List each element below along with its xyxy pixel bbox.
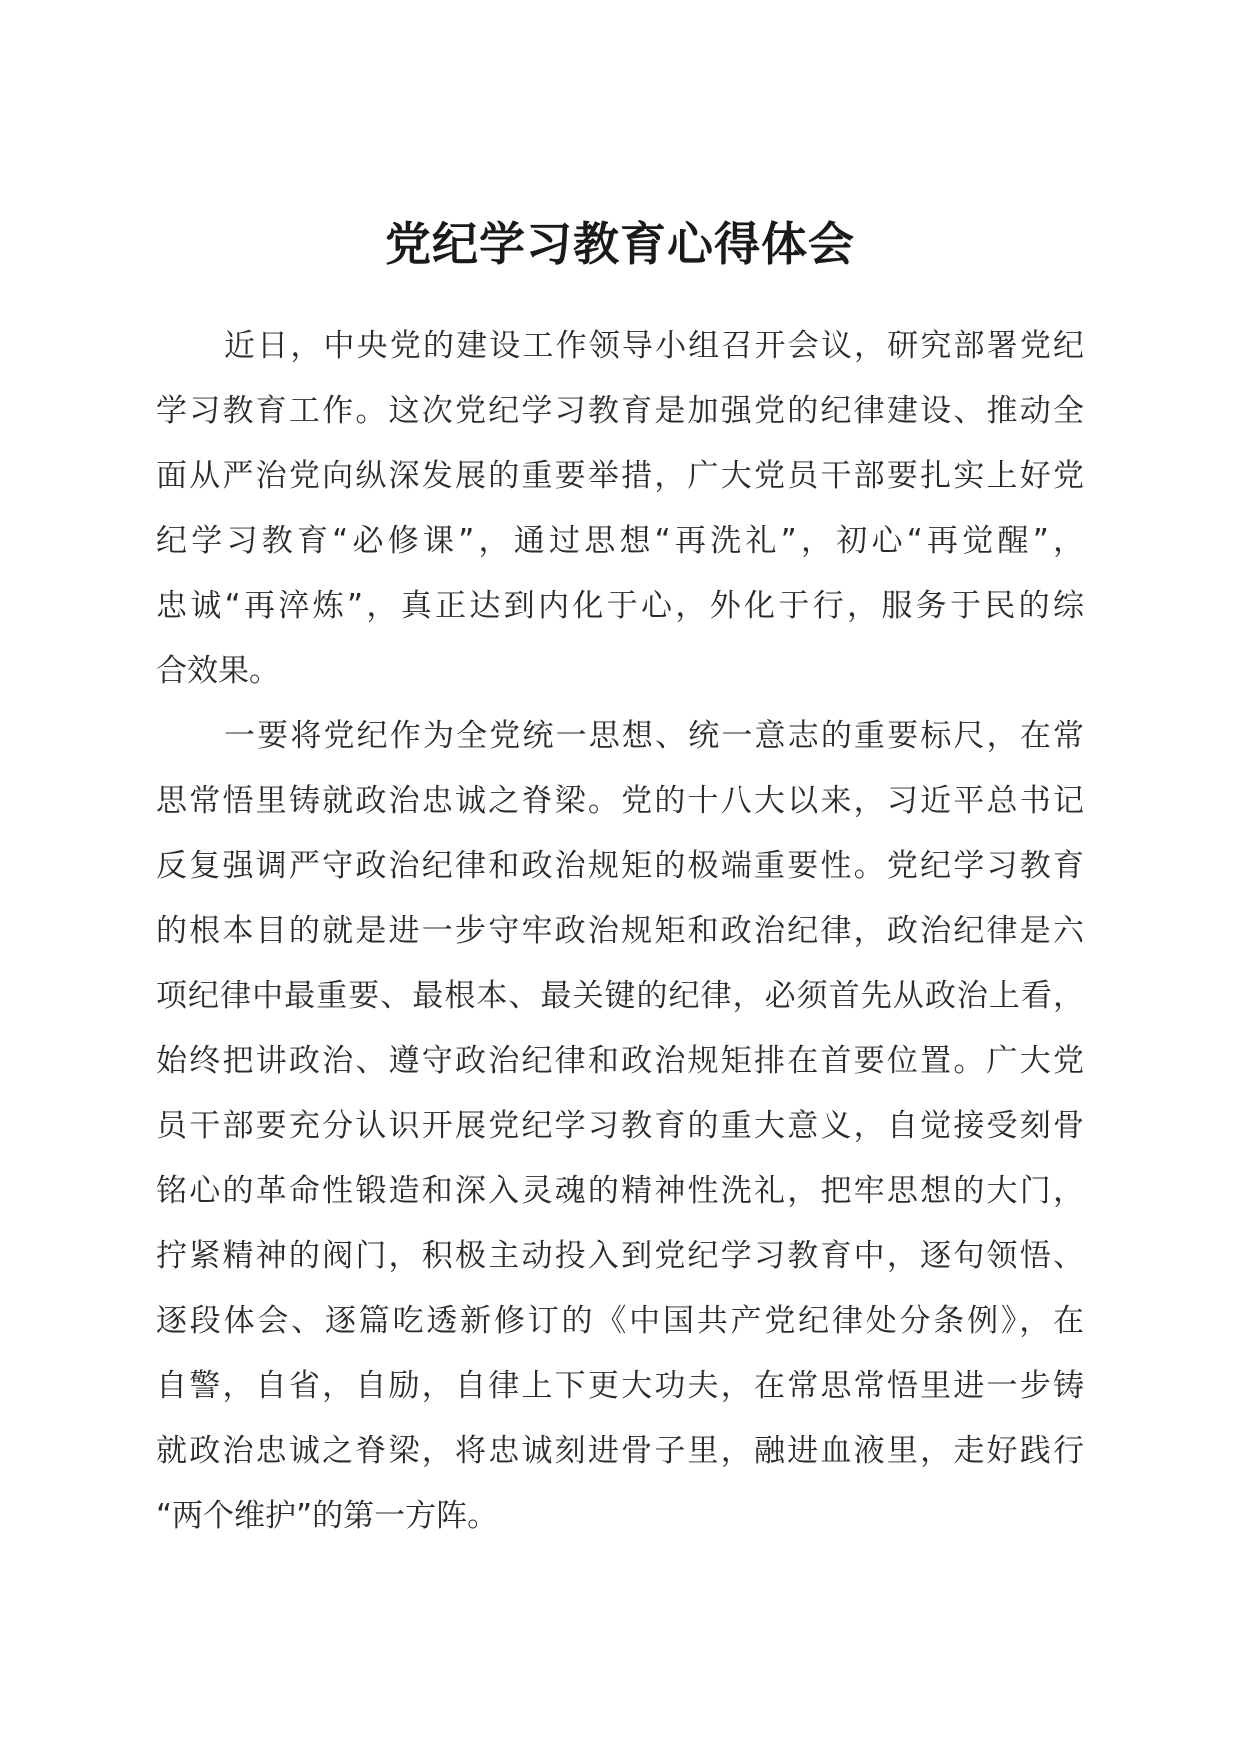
text-line: 自警，自省，自励，自律上下更大功夫，在常思常悟里进一步铸 [156, 1368, 1084, 1404]
text-line: 一要将党纪作为全党统一思想、统一意志的重要标尺，在常 [224, 718, 1084, 754]
text-line: 就政治忠诚之脊梁，将忠诚刻进骨子里，融进血液里，走好践行 [156, 1433, 1084, 1469]
text-line: 员干部要充分认识开展党纪学习教育的重大意义，自觉接受刻骨 [156, 1108, 1084, 1144]
text-line: 项纪律中最重要、最根本、最关键的纪律，必须首先从政治上看， [156, 978, 1084, 1014]
text-line: 合效果。 [156, 653, 280, 689]
text-line: 近日，中央党的建设工作领导小组召开会议，研究部署党纪 [224, 328, 1084, 364]
text-line: 反复强调严守政治纪律和政治规矩的极端重要性。党纪学习教育 [156, 848, 1084, 884]
text-line: 面从严治党向纵深发展的重要举措，广大党员干部要扎实上好党 [156, 458, 1084, 494]
text-line: 逐段体会、逐篇吃透新修订的《中国共产党纪律处分条例》，在 [156, 1303, 1084, 1339]
text-line: 纪学习教育“必修课”，通过思想“再洗礼”，初心“再觉醒”， [156, 523, 1084, 559]
text-line: 拧紧精神的阀门，积极主动投入到党纪学习教育中，逐句领悟、 [156, 1238, 1084, 1274]
document-body [156, 314, 1084, 1549]
document-title: 党纪学习教育心得体会 [385, 217, 855, 271]
paragraph-2 [156, 704, 1084, 1549]
text-line: “两个维护”的第一方阵。 [156, 1498, 499, 1534]
text-line: 忠诚“再淬炼”，真正达到内化于心，外化于行，服务于民的综 [156, 588, 1084, 624]
text-line: 思常悟里铸就政治忠诚之脊梁。党的十八大以来，习近平总书记 [156, 783, 1084, 819]
paragraph-1 [156, 314, 1084, 704]
text-line: 始终把讲政治、遵守政治纪律和政治规矩排在首要位置。广大党 [156, 1043, 1084, 1079]
text-line: 学习教育工作。这次党纪学习教育是加强党的纪律建设、推动全 [156, 393, 1084, 429]
text-line: 的根本目的就是进一步守牢政治规矩和政治纪律，政治纪律是六 [156, 913, 1084, 949]
text-line: 铭心的革命性锻造和深入灵魂的精神性洗礼，把牢思想的大门， [156, 1173, 1084, 1209]
